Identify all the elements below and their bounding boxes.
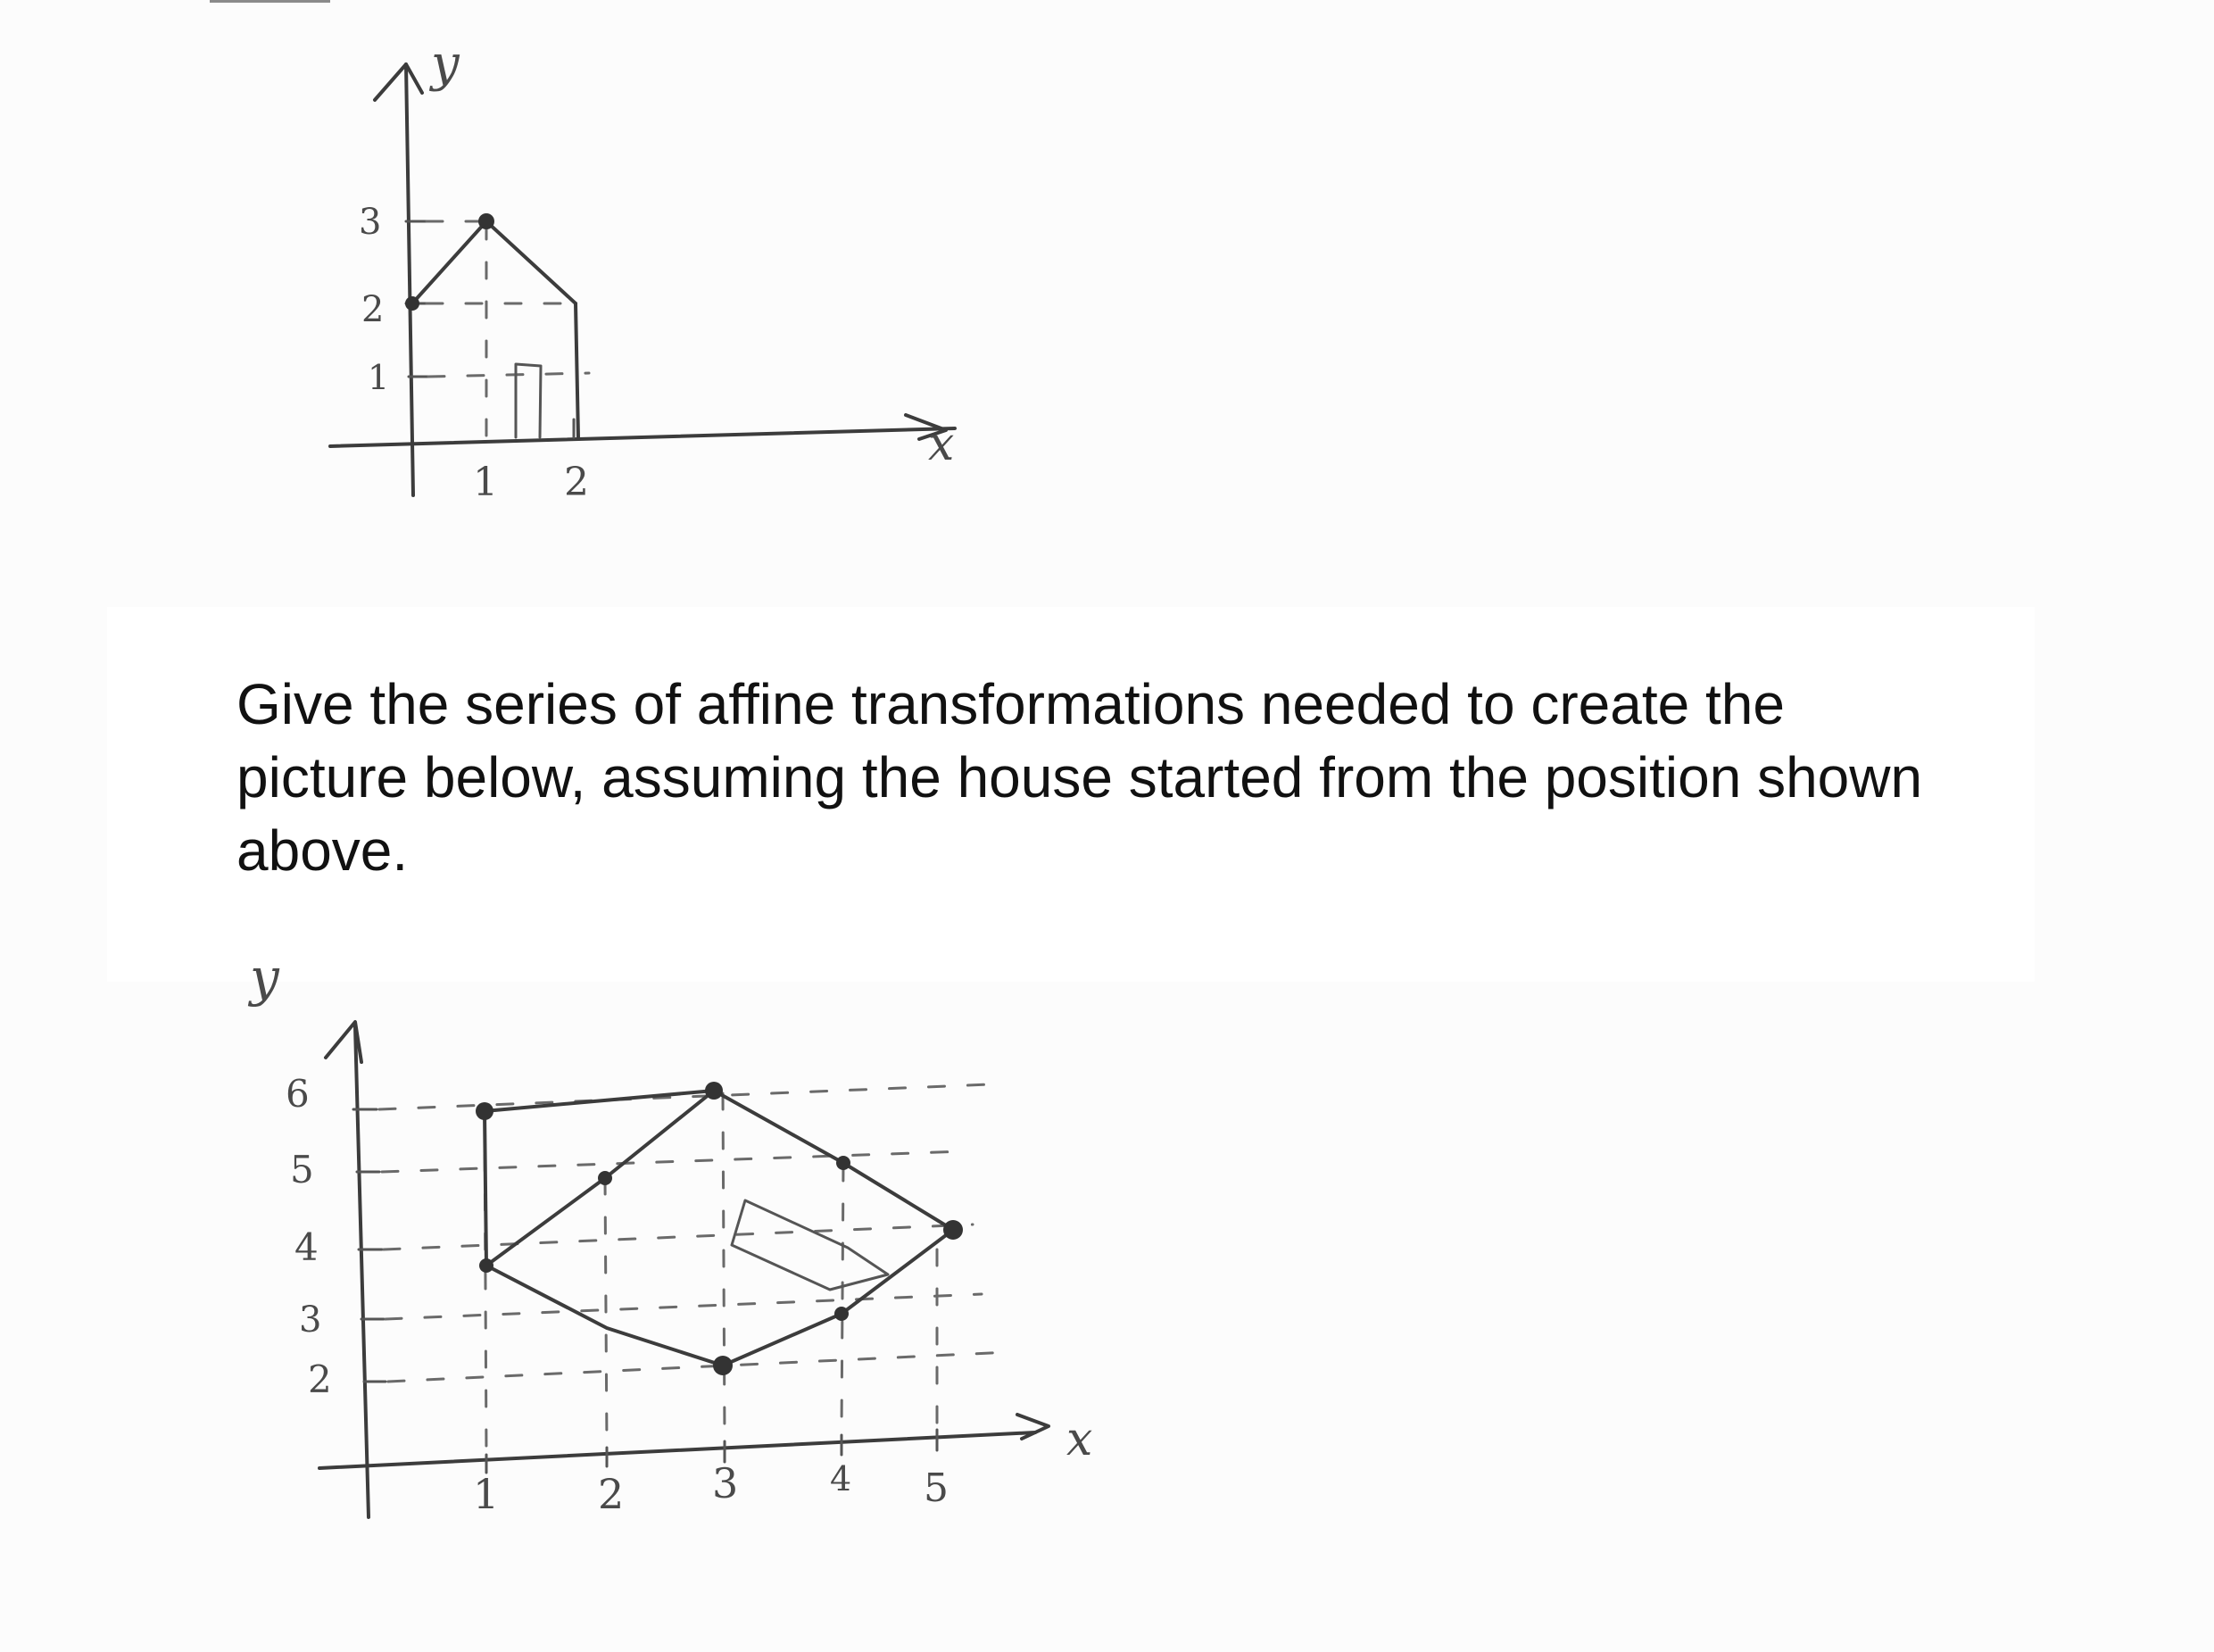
bottom-vertex-d	[836, 1156, 850, 1170]
top-guide-y1	[428, 373, 589, 377]
top-x-axis-arrowhead	[906, 415, 946, 439]
bottom-house-left-edge	[485, 1111, 486, 1266]
bottom-y-tick-label-5: 5	[290, 1148, 314, 1191]
bottom-x-axis-label: x	[1066, 1413, 1093, 1466]
bottom-house-upper-left	[486, 1091, 714, 1266]
bottom-y-tick-label-2: 2	[308, 1357, 332, 1401]
bottom-x-tick-label-3: 3	[712, 1459, 739, 1507]
bottom-house-sketch	[247, 947, 1092, 1518]
top-y-tick-label-3: 3	[359, 202, 382, 243]
bottom-house-door	[732, 1200, 888, 1290]
top-y-tick-label-2: 2	[361, 289, 385, 330]
bottom-vertex-a	[476, 1102, 493, 1120]
bottom-vertex-e	[943, 1220, 963, 1240]
bottom-guide-y5	[382, 1151, 964, 1172]
bottom-guide-y2	[388, 1352, 1008, 1382]
bottom-guide-y4	[384, 1224, 973, 1249]
bottom-house-upper-right	[714, 1091, 953, 1230]
top-y-axis-arrowhead	[375, 64, 422, 100]
bottom-vertex-f	[479, 1258, 493, 1273]
bottom-x-tick-label-4: 4	[830, 1459, 852, 1498]
top-house-roof	[412, 221, 576, 303]
bottom-y-tick-label-4: 4	[294, 1225, 319, 1269]
bottom-x-tick-label-2: 2	[598, 1470, 625, 1518]
question-line-3: above.	[236, 818, 409, 883]
bottom-vertex-h	[713, 1356, 733, 1375]
bottom-guide-y3	[386, 1294, 982, 1319]
question-line-1: Give the series of affine transformations needed to create the	[236, 672, 1785, 736]
top-house-sketch	[330, 35, 955, 505]
top-y-axis	[406, 64, 413, 495]
bottom-guide-y6	[379, 1084, 991, 1109]
bottom-x-tick-label-1: 1	[473, 1470, 500, 1518]
question-text	[236, 668, 2093, 887]
bottom-vertex-b	[705, 1082, 723, 1100]
bottom-y-axis-arrowhead	[326, 1022, 361, 1062]
bottom-x-axis-arrowhead	[1017, 1415, 1049, 1439]
top-y-axis-label: y	[431, 35, 460, 93]
bottom-x-tick-label-5: 5	[924, 1465, 949, 1511]
bottom-guide-x1	[485, 1116, 486, 1455]
top-x-tick-label-1: 1	[473, 460, 498, 505]
bottom-y-axis-label: y	[250, 947, 279, 1008]
bottom-y-axis	[355, 1026, 369, 1517]
top-x-axis-label: x	[928, 418, 955, 471]
top-house-right-wall	[576, 303, 578, 437]
top-x-axis	[330, 428, 955, 446]
bottom-y-tick-label-3: 3	[299, 1299, 322, 1341]
top-house-door	[516, 364, 541, 437]
bottom-vertex-g	[834, 1307, 849, 1321]
scan-edge-mark	[210, 0, 330, 3]
question-line-2: picture below, assuming the house started from the position shown	[236, 745, 1923, 809]
top-vertex-peak	[478, 213, 494, 229]
bottom-guide-x2	[605, 1178, 607, 1446]
bottom-guide-x3	[723, 1093, 725, 1439]
bottom-y-tick-label-6: 6	[286, 1072, 310, 1116]
top-vertex-left	[405, 296, 419, 311]
bottom-x-axis	[319, 1432, 1035, 1468]
bottom-guide-x4	[842, 1165, 843, 1432]
bottom-house-lower-right	[723, 1230, 953, 1366]
top-y-tick-label-1: 1	[368, 358, 390, 397]
top-x-tick-label-2: 2	[564, 460, 589, 505]
bottom-house-lower-left	[486, 1266, 723, 1366]
bottom-vertex-c	[598, 1171, 612, 1185]
bottom-house-top-edge	[485, 1091, 714, 1111]
